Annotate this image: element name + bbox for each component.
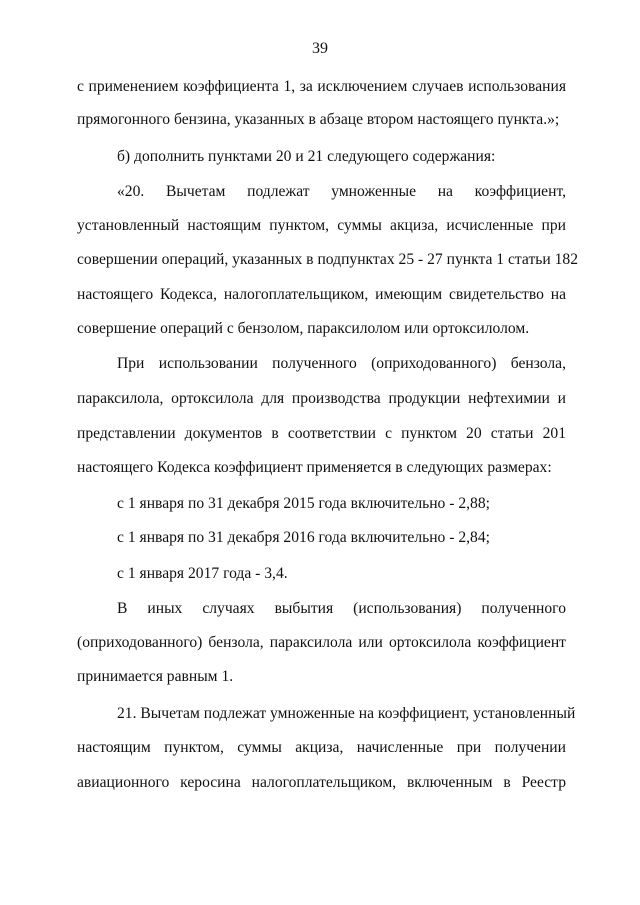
text-line: б) дополнить пунктами 20 и 21 следующего содержания: [117,148,496,165]
text-line: установленный настоящим пунктом, суммы акциза, исчисленные при [77,217,566,234]
text-line: с применением коэффициента 1, за исключением случаев использования [77,78,566,95]
text-line: настоящим пунктом, суммы акциза, начисленные при получении [77,739,566,756]
page-number: 39 [312,40,328,57]
text-line: совершении операций, указанных в подпунктах 25 - 27 пункта 1 статьи 182 [77,251,579,268]
text-line: представлении документов в соответствии с пунктом 20 статьи 201 [77,425,566,442]
text-line: 21. Вычетам подлежат умноженные на коэффициент, установленный [117,705,576,722]
text-line: параксилола, ортоксилола для производства продукции нефтехимии и [77,390,566,407]
text-line: В иных случаях выбытия (использования) полученного [117,600,566,617]
text-line: совершение операций с бензолом, параксилолом или ортоксилолом. [77,320,530,337]
text-line: с 1 января по 31 декабря 2016 года включительно - 2,84; [117,529,490,546]
text-line: авиационного керосина налогоплательщиком, включенным в Реестр [77,774,566,791]
text-line: (оприходованного) бензола, параксилола или ортоксилола коэффициент [77,634,566,651]
text-line: с 1 января по 31 декабря 2015 года включительно - 2,88; [117,495,490,512]
text-line: принимается равным 1. [77,668,234,685]
text-line: «20. Вычетам подлежат умноженные на коэффициент, [117,183,566,200]
text-line: настоящего Кодекса коэффициент применяется в следующих размерах: [77,459,552,476]
text-line: с 1 января 2017 года - 3,4. [117,565,288,582]
text-line: настоящего Кодекса, налогоплательщиком, имеющим свидетельство на [77,286,566,303]
text-line: прямогонного бензина, указанных в абзаце втором настоящего пункта.»; [77,111,560,128]
text-line: При использовании полученного (оприходованного) бензола, [117,355,566,372]
